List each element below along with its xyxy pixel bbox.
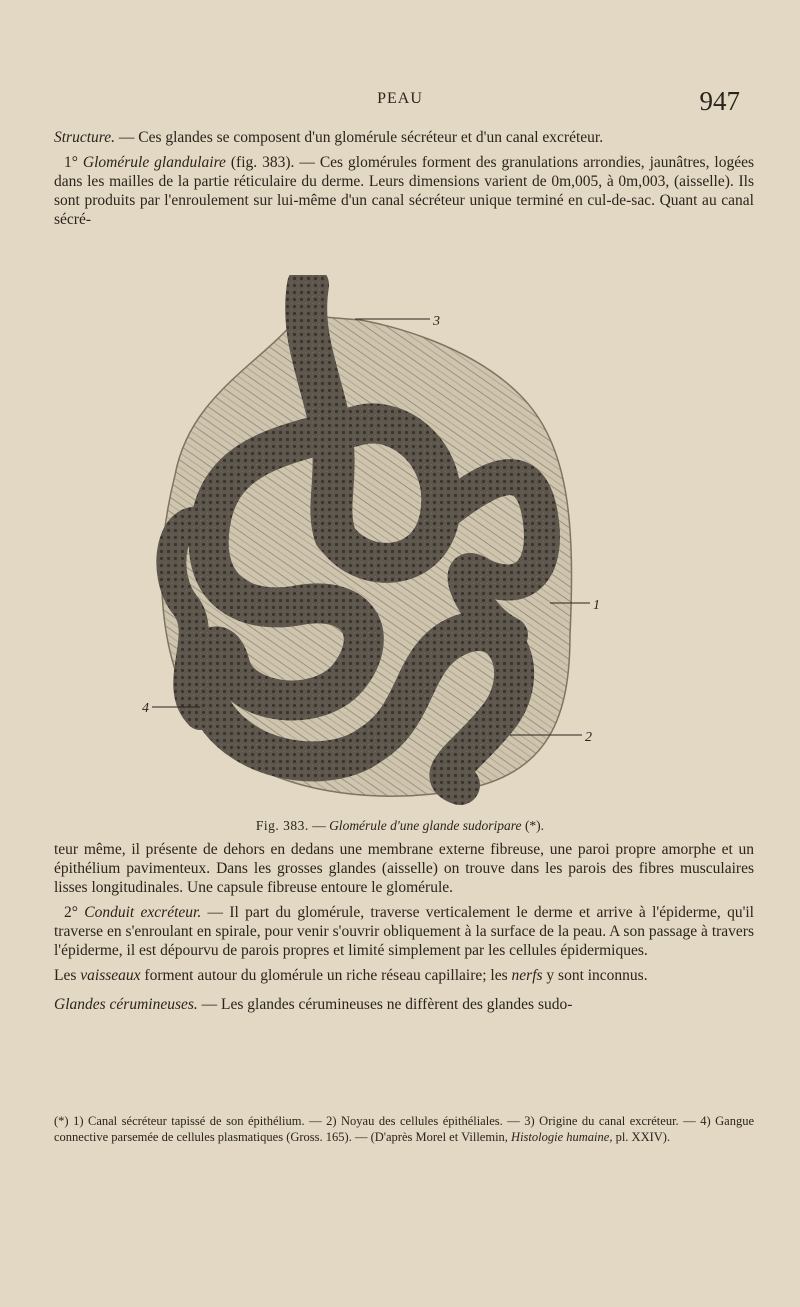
figure-label-4: 4 <box>142 701 149 716</box>
heading-conduit: Conduit excréteur. <box>84 904 202 921</box>
term-nerfs: nerfs <box>511 967 543 984</box>
gland-illustration <box>130 275 630 815</box>
paragraph-vaisseaux-mid: forment autour du glomérule un riche réseau capillaire; les <box>140 967 512 984</box>
heading-structure: Structure. <box>54 129 115 146</box>
paragraph-canal-secreteur <box>54 840 754 897</box>
caption-ref: (*). <box>521 818 545 833</box>
footnote-text-a: (*) 1) Canal sécréteur tapissé de son épithélium. — 2) Noyau des cellules épithéliales. — 3) Origine du canal excréteur. — 4) Gangue connective parsemée de cellules plasmatiques (Gross. 165). — (D'après Morel et Villemin, <box>54 1114 754 1144</box>
figure-number: Fig. 383. <box>255 818 309 833</box>
footnote-book-title: Histologie humaine <box>511 1130 610 1144</box>
figure-label-3: 3 <box>433 314 440 329</box>
heading-ceruminous: Glandes cérumineuses. <box>54 996 198 1013</box>
paragraph-structure <box>54 128 754 147</box>
footnote-text-b: , pl. XXIV). <box>609 1130 671 1144</box>
paragraph-vaisseaux-lead: Les <box>54 967 81 984</box>
heading-glomerule: Glomérule glandulaire <box>82 154 226 171</box>
caption-dash: — <box>308 818 330 833</box>
page-number: 947 <box>699 86 740 116</box>
figure-caption <box>0 818 800 834</box>
paragraph-conduit-num: 2° <box>64 904 85 921</box>
text-block-bottom <box>54 840 754 1020</box>
paragraph-vaisseaux <box>54 966 754 985</box>
paragraph-glomerule <box>54 153 754 229</box>
paragraph-canal-secreteur-text: teur même, il présente de dehors en dedans une membrane externe fibreuse, une paroi propre amorphe et un épithélium pavimenteux. Dans les grosses glandes (aisselle) on trouve dans les parois des fibres musculaires lisses longitudinales. Une capsule fibreuse entoure le glomérule. <box>54 841 754 896</box>
term-vaisseaux: vaisseaux <box>80 967 141 984</box>
paragraph-glomerule-num: 1° <box>64 154 83 171</box>
paragraph-vaisseaux-end: y sont inconnus. <box>542 967 648 984</box>
paragraph-ceruminous-text: — Les glandes cérumineuses ne diffèrent des glandes sudo- <box>197 996 573 1013</box>
paragraph-conduit <box>54 903 754 960</box>
figure-label-1: 1 <box>593 598 600 613</box>
paragraph-glomerule-text: (fig. 383). — Ces glomérules forment des granulations arrondies, jaunâtres, logées dans les mailles de la partie réticulaire du derme. Leurs dimensions varient de 0m,005, à 0m,003, (aisselle). Ils sont produits par l'enroulement sur lui-même d'un canal sécréteur unique terminé en cul-de-sac. Quant au canal sécré- <box>54 154 755 228</box>
footnote <box>54 1113 754 1145</box>
paragraph-structure-text: — Ces glandes se composent d'un glomérule sécréteur et d'un canal excréteur. <box>115 129 604 146</box>
figure-title: Glomérule d'une glande sudoripare <box>329 818 522 833</box>
figure-label-2: 2 <box>585 730 592 745</box>
text-block-top <box>54 128 754 235</box>
figure-383 <box>130 275 630 815</box>
running-title: PEAU <box>377 90 423 107</box>
paragraph-conduit-text: — Il part du glomérule, traverse verticalement le derme et arrive à l'épiderme, qu'il traverse en s'enroulant en spirale, pour venir s'ouvrir obliquement à la surface de la peau. A son passage à travers l'épiderme, il est dépourvu de parois propres et limité simplement par les cellules épidermiques. <box>54 904 754 959</box>
paragraph-ceruminous <box>54 995 754 1014</box>
running-head <box>60 86 740 124</box>
